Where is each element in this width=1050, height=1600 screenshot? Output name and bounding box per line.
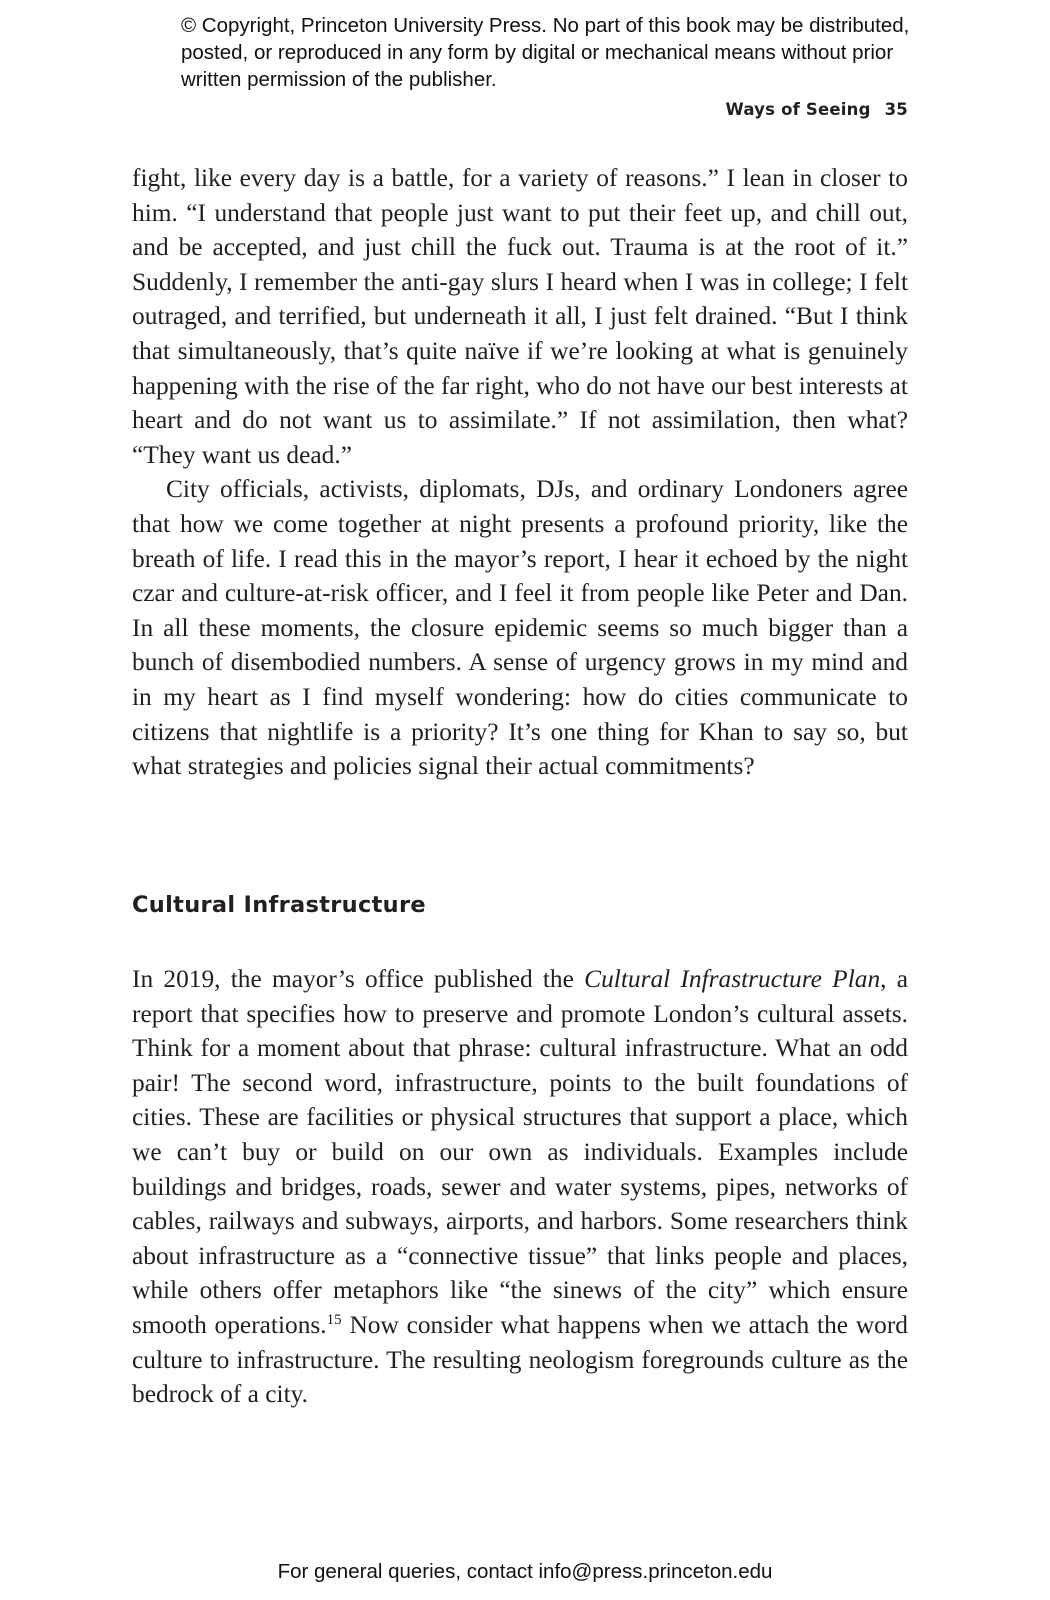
paragraph-text: In 2019, the mayor’s office published the — [132, 965, 585, 993]
paragraph — [132, 962, 908, 1412]
body-text — [132, 161, 908, 784]
running-head — [726, 100, 908, 119]
paragraph: City officials, activists, diplomats, DJs, and ordinary Londoners agree that how we come together at night presents a profound priority, like the breath of life. I read this in the mayor’s report, I hear it echoed by the night czar and culture-at-risk officer, and I feel it from people like Peter and Dan. In all these moments, the closure epidemic seems so much bigger than a bunch of disembodied numbers. A sense of urgency grows in my mind and in my heart as I find myself wondering: how do cities communicate to citizens that nightlife is a priority? It’s one thing for Khan to say so, but what strategies and policies signal their actual commitments? — [132, 475, 908, 781]
paragraph: fight, like every day is a battle, for a variety of reasons.” I lean in closer to him. “I understand that people just want to put their feet up, and chill out, and be accepted, and just chill the fuck out. Trauma is at the root of it.” Suddenly, I remember the anti-gay slurs I heard when I was in college; I felt outraged, and terrified, but underneath it all, I just felt drained. “But I think that simultaneously, that’s quite naïve if we’re looking at what is genuinely happening with the rise of the far right, who do not have our best interests at heart and do not want us to assimilate.” If not assimilation, then what? “They want us dead.” — [132, 164, 908, 469]
chapter-title: Ways of Seeing — [725, 100, 871, 119]
copyright-notice: © Copyright, Princeton University Press. No part of this book may be distributed, posted, or reproduced in any form by digital or mechanical means without prior written permission of the publisher. — [181, 14, 910, 91]
section-heading: Cultural Infrastructure — [132, 892, 426, 918]
paragraph-text: , a report that specifies how to preserve and promote London’s cultural assets. Think for a moment about that phrase: cultural infrastructure. What an odd pair! The second word, infrastructure, points to the built foundations of cities. These are facilities or physical structures that support a place, which we can’t buy or build on our own as individuals. Examples include buildings and bridges, roads, sewer and water systems, pipes, networks of cables, railways and subways, airports, and harbors. Some researchers think about infrastructure as a “connective tissue” that links people and places, while others offer metaphors like “the sinews of the city” which ensure smooth operations. — [132, 965, 908, 1339]
footer-contact: For general queries, contact info@press.princeton.edu — [277, 1560, 773, 1583]
section-body-text — [132, 962, 908, 1412]
italic-book-title: Cultural Infrastructure Plan — [584, 965, 881, 993]
paragraph-text: Now consider what happens when we attach the word culture to infrastructure. The resulting neologism foregrounds culture as the bedrock of a city. — [132, 1310, 908, 1409]
page-number: 35 — [884, 100, 908, 119]
footnote-reference: 15 — [326, 1311, 342, 1328]
